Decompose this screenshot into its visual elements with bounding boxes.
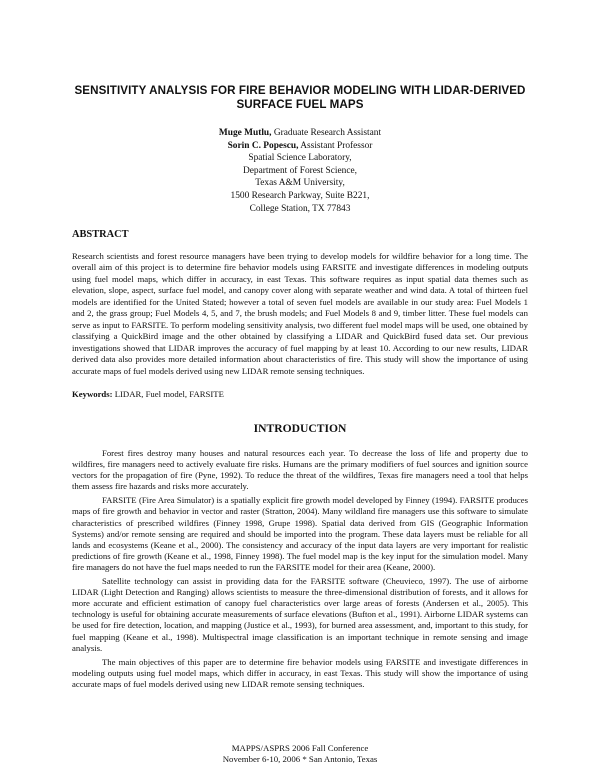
introduction-body: [72, 448, 528, 693]
affiliation-line: Texas A&M University,: [255, 178, 345, 189]
abstract-text: Research scientists and forest resource managers have been trying to develop models for wildfire behavior for a long time. The overall aim of this project is to determine fire behavior models using FARSITE and investigate differences in modeling outputs using fuel model maps, which differ in accuracy, in east Texas. This software requires as input spatial data themes such as elevation, slope, aspect, surface fuel model, and canopy cover along with separate weather and wind data. A total of thirteen fuel models are identified for the United Stated; however a total of seven fuel models are available in our study area: Fuel Models 1 and 2, the grass group; Fuel Models 4, 5, and 7, the brush models; and Fuel Models 8 and 9, timber litter. These fuel models can serve as input to FARSITE. To perform modeling sensitivity analysis, two different fuel model maps will be used, one obtained by classifying a QuickBird image and the other obtained by classifying a LIDAR and QuickBird fused data set. Our previous investigations showed that LIDAR improves the accuracy of fuel mapping by at least 10. According to our new results, LIDAR derived data also provides more detailed information about characteristics of fire. This study will show the importance of using accurate maps of fuel models derived using new LIDAR remote sensing techniques.: [72, 251, 528, 376]
keywords-list: LIDAR, Fuel model, FARSITE: [112, 389, 224, 399]
affiliation-line: Department of Forest Science,: [242, 165, 358, 176]
title-line-1: SENSITIVITY ANALYSIS FOR FIRE BEHAVIOR MODELING WITH LIDAR-DERIVED: [74, 84, 526, 97]
keywords: [72, 389, 528, 400]
footer-conference: MAPPS/ASPRS 2006 Fall Conference: [231, 743, 369, 753]
abstract-heading: ABSTRACT: [72, 229, 129, 240]
paragraph: Forest fires destroy many houses and natural resources each year. To decrease the loss of life and property due to wildfires, fire managers need to actively evaluate fire risks. Humans are the primary modifiers of fuel sources and ignition source vectors for the propagation of fire (Pyne, 1992). To reduce the threat of the wildfires, Texas fire managers need a tool that helps them assess fire hazards and risks more accurately.: [72, 448, 528, 492]
author-line: [150, 140, 450, 153]
affiliation-line: Spatial Science Laboratory,: [248, 153, 352, 164]
paragraph: The main objectives of this paper are to determine fire behavior models using FARSITE and investigate differences in modeling outputs using fuel model maps, which differ in accuracy, in east Texas. This study will show the importance of using accurate maps of fuel models derived using new LIDAR remote sensing techniques.: [72, 656, 528, 689]
paper-title: [60, 84, 540, 112]
page-footer: [0, 743, 600, 765]
author-block: [150, 127, 450, 215]
affiliation-line: College Station, TX 77843: [249, 203, 351, 214]
introduction-heading: INTRODUCTION: [253, 422, 347, 435]
paragraph: Satellite technology can assist in providing data for the FARSITE software (Cheuvieco, 1997). The use of airborne LIDAR (Light Detection and Ranging) allows scientists to measure the three-dimensional distribution of forests, and it allows for more accurate and efficient estimation of canopy fuel characteristics over large areas of forests (Andersen et al., 2005). This technology is useful for obtaining accurate measurements of surface elevations (Bufton et al., 1991). Airborne LIDAR systems can be used for fire detection, location, and mapping (Justice et al., 1993), for burned area assessment, and, important to this study, for fuel mapping (Keane et al., 1998). Multispectral image classification is an important technique in remote sensing and image analysis.: [72, 576, 528, 653]
author-line: [150, 127, 450, 140]
paragraph: FARSITE (Fire Area Simulator) is a spatially explicit fire growth model developed by Finney (1994). FARSITE produces maps of fire growth and behavior in vector and raster (Stratton, 2004). Many wildland fire managers use this software to simulate characteristics of prescribed wildfires (Finney 1998, Grupe 1998). Spatial data derived from GIS (Geographic Information Systems) and/or remote sensing are required and should be imported into the program. These data layers must be reliable for all lands and ecosystems (Keane et al., 2000). The consistency and accuracy of the input data layers are very important for realistic predictions of fire growth (Keane et al., 1998, Finney 1998). The fuel model map is the key input for the simulation model. Many fire managers do not have the fuel maps needed to run the FARSITE model for their area (Keane, 2000).: [72, 495, 528, 572]
author-role: Assistant Professor: [298, 140, 373, 151]
title-line-2: SURFACE FUEL MAPS: [236, 98, 364, 111]
affiliation-line: 1500 Research Parkway, Suite B221,: [230, 190, 370, 201]
author-role: Graduate Research Assistant: [271, 128, 382, 138]
author-name: Muge Mutlu,: [218, 128, 272, 138]
author-name: Sorin C. Popescu,: [227, 140, 299, 151]
keywords-label: Keywords:: [72, 389, 113, 399]
footer-date-location: November 6-10, 2006 * San Antonio, Texas: [222, 754, 378, 764]
